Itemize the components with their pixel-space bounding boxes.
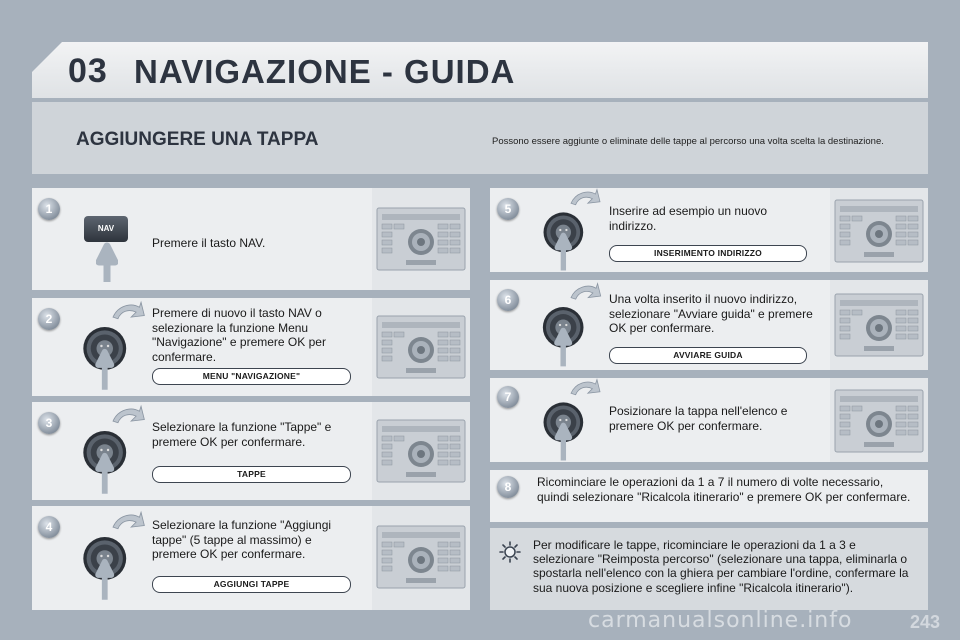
step-text-7: Posizionare la tappa nell'elenco e premere OK per confermare. (609, 404, 788, 433)
radio-unit-icon (376, 522, 466, 592)
radio-thumbnail (372, 188, 470, 290)
radio-unit-icon (376, 416, 466, 486)
nav-key-icon (84, 216, 128, 242)
radio-thumbnail (830, 280, 928, 370)
page-number: 243 (909, 612, 940, 632)
menu-label-pill: MENU "NAVIGAZIONE" (152, 368, 351, 385)
step-text-5: Inserire ad esempio un nuovo indirizzo. (609, 204, 768, 233)
note-text: Per modificare le tappe, ricominciare le operazioni da 1 a 3 e selezionare "Reimposta percorso" (selezionare una tappa, eliminarla o spostarla nell'elenco con la ghiera per cambiare l'ordine, confermare la sua nuova posizione e scegliere infine "Ricalcola itinerario"). (533, 538, 909, 595)
rotary-knob-icon (80, 510, 146, 602)
watermark: carmanualsonline.info (588, 608, 853, 633)
radio-unit-icon (376, 312, 466, 382)
step-badge-4: 4 (38, 516, 60, 538)
radio-unit-icon (834, 290, 924, 360)
step-badge-1: 1 (38, 198, 60, 220)
step-text-1: Premere il tasto NAV. (152, 236, 266, 250)
radio-unit-icon (834, 386, 924, 456)
step-badge-8: 8 (497, 476, 519, 498)
tip-bulb-icon (498, 540, 522, 564)
step-badge-2: 2 (38, 308, 60, 330)
radio-thumbnail (372, 402, 470, 500)
radio-thumbnail (830, 378, 928, 462)
menu-label-pill: AVVIARE GUIDA (609, 347, 807, 364)
radio-unit-icon (834, 196, 924, 266)
rotary-knob-icon (538, 188, 604, 272)
rotary-knob-icon (538, 282, 604, 368)
step-badge-5: 5 (497, 198, 519, 220)
menu-label-pill: INSERIMENTO INDIRIZZO (609, 245, 807, 262)
press-arrow-icon (96, 240, 118, 284)
menu-label-pill: TAPPE (152, 466, 351, 483)
page-title: NAVIGAZIONE - GUIDA (134, 53, 516, 90)
step-badge-6: 6 (497, 289, 519, 311)
step-badge-3: 3 (38, 412, 60, 434)
step-text-2: Premere di nuovo il tasto NAV o selezionare la funzione Menu "Navigazione" e premere OK per confermare. (152, 306, 326, 364)
rotary-knob-icon (80, 300, 146, 392)
step-badge-7: 7 (497, 386, 519, 408)
menu-label-pill: AGGIUNGI TAPPE (152, 576, 351, 593)
step-text-3: Selezionare la funzione "Tappe" e premere OK per confermare. (152, 420, 332, 449)
nav-key-label: NAV (97, 224, 115, 233)
radio-thumbnail (830, 188, 928, 272)
chapter-number: 03 (68, 52, 108, 90)
step-text-4: Selezionare la funzione "Aggiungi tappe" (5 tappe al massimo) e premere OK per confermare. (152, 518, 332, 561)
step-text-6: Una volta inserito il nuovo indirizzo, selezionare "Avviare guida" e premere OK per confermare. (609, 292, 813, 335)
rotary-knob-icon (538, 378, 604, 462)
radio-thumbnail (372, 506, 470, 610)
step-text-8: Ricominciare le operazioni da 1 a 7 il numero di volte necessario, quindi selezionare "Ricalcola itinerario" e premere OK per confermare. (537, 475, 911, 504)
rotary-knob-icon (80, 404, 146, 496)
section-title: AGGIUNGERE UNA TAPPA (76, 129, 319, 150)
intro-note: Possono essere aggiunte o eliminate delle tappe al percorso una volta scelta la destinazione. (492, 136, 884, 147)
radio-thumbnail (372, 298, 470, 396)
radio-unit-icon (376, 204, 466, 274)
